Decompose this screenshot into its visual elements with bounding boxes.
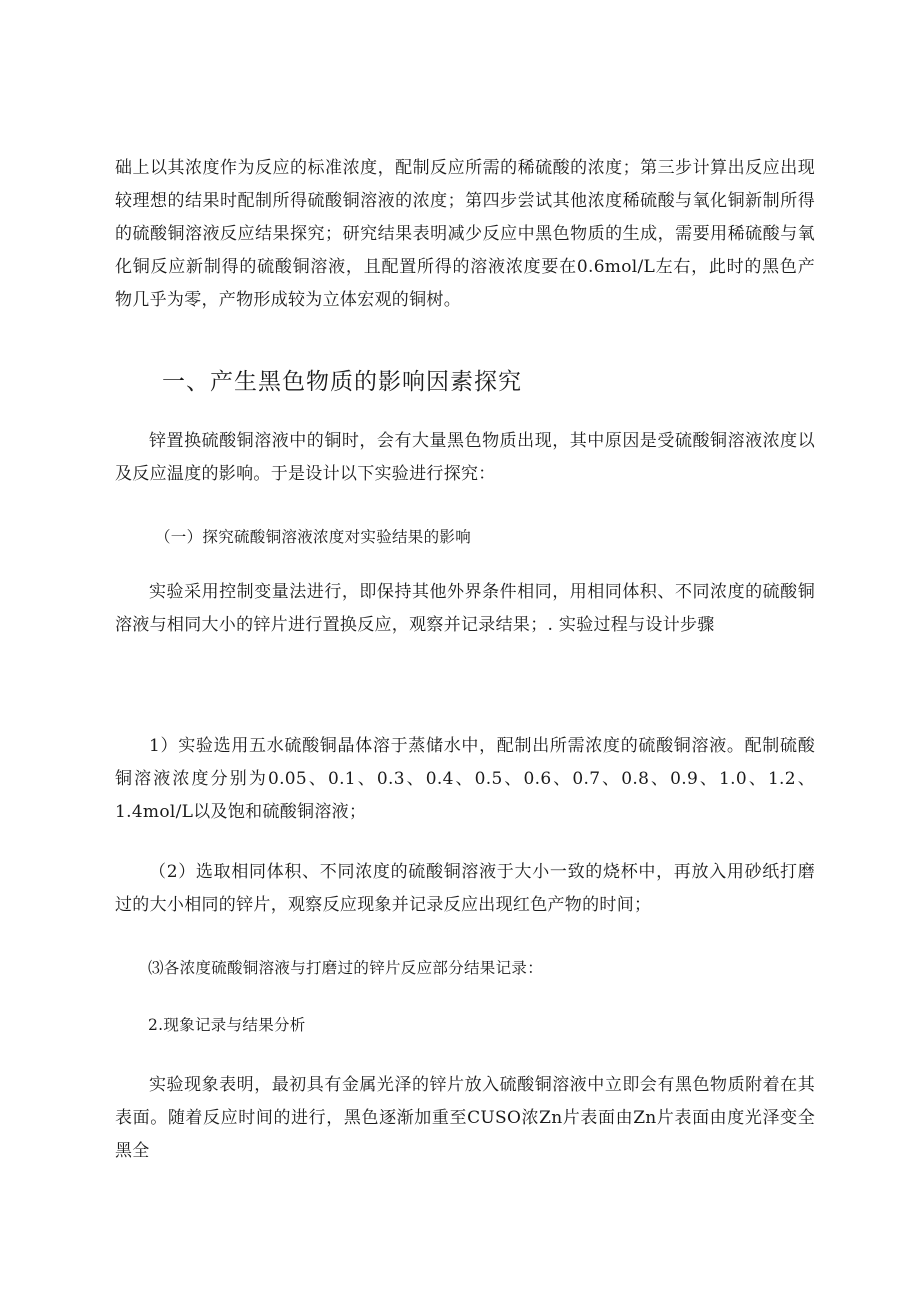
body-paragraph-2: 实验采用控制变量法进行，即保持其他外界条件相同，用相同体积、不同浓度的硫酸铜溶液与相同大小的锌片进行置换反应，观察并记录结果；. 实验过程与设计步骤 (115, 582, 815, 635)
body-paragraph-3: 实验现象表明，最初具有金属光泽的锌片放入硫酸铜溶液中立即会有黑色物质附着在其表面。随着反应时间的进行，黑色逐渐加重至CUSO浓Zn片表面由Zn片表面由度光泽变全黑全 (115, 1075, 815, 1161)
section-heading: 一、产生黑色物质的影响因素探究 (162, 369, 522, 395)
step-1-paragraph: 1）实验选用五水硫酸铜晶体溶于蒸储水中，配制出所需浓度的硫酸铜溶液。配制硫酸铜溶液浓度分别为0.05、0.1、0.3、0.4、0.5、0.6、0.7、0.8、0.9、1.0、1.2、1.4mol/L以及饱和硫酸铜溶液； (115, 736, 815, 822)
body-paragraph-1: 锌置换硫酸铜溶液中的铜时，会有大量黑色物质出现，其中原因是受硫酸铜溶液浓度以及反应温度的影响。于是设计以下实验进行探究： (115, 431, 815, 484)
step-3-paragraph: ⑶各浓度硫酸铜溶液与打磨过的锌片反应部分结果记录： (148, 959, 544, 977)
intro-paragraph: 础上以其浓度作为反应的标准浓度，配制反应所需的稀硫酸的浓度；第三步计算出反应出现较理想的结果时配制所得硫酸铜溶液的浓度；第四步尝试其他浓度稀硫酸与氧化铜新制所得的硫酸铜溶液反应结果探究；研究结果表明减少反应中黑色物质的生成，需要用稀硫酸与氧化铜反应新制得的硫酸铜溶液，且配置所得的溶液浓度要在0.6mol/L左右，此时的黑色产物几乎为零，产物形成较为立体宏观的铜树。 (115, 158, 815, 310)
subsection-heading-2: 2.现象记录与结果分析 (148, 1016, 306, 1034)
step-2-paragraph: （2）选取相同体积、不同浓度的硫酸铜溶液于大小一致的烧杯中，再放入用砂纸打磨过的大小相同的锌片，观察反应现象并记录反应出现红色产物的时间； (115, 862, 815, 915)
subsection-heading-1: （一）探究硫酸铜溶液浓度对实验结果的影响 (155, 528, 472, 546)
